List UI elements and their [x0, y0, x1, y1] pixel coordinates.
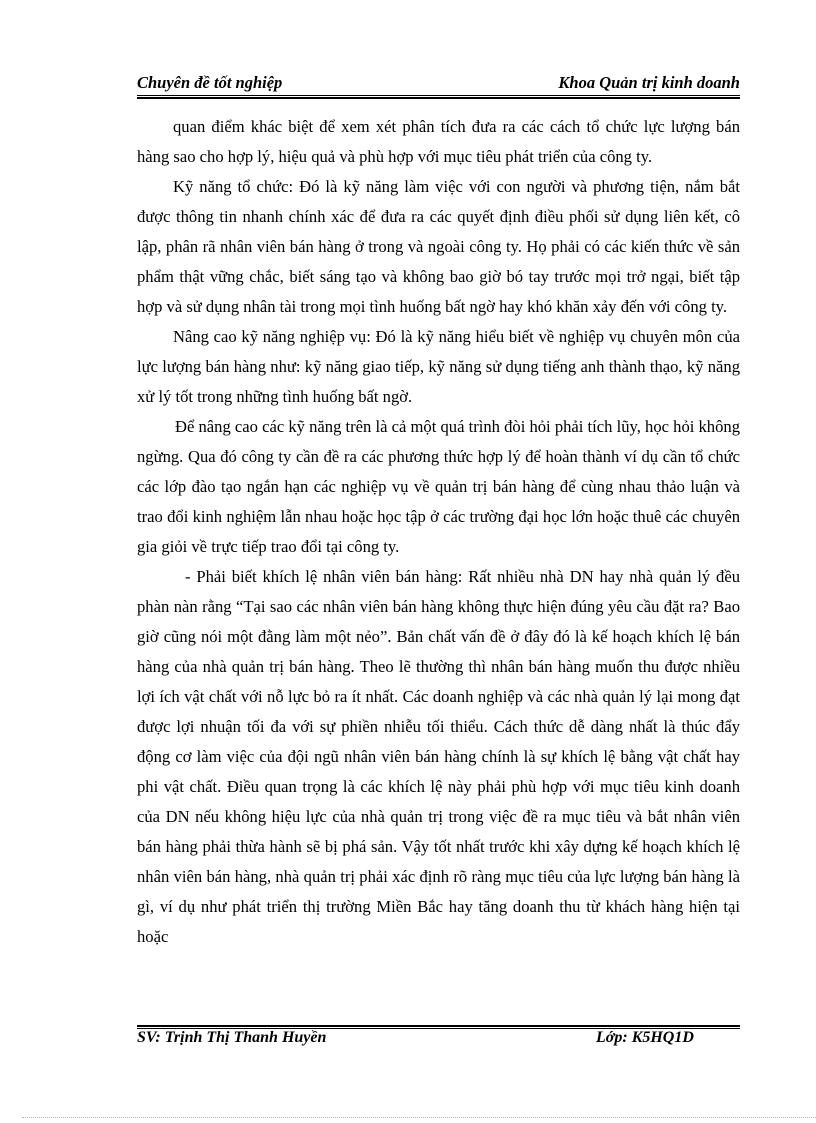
page-header: [137, 73, 740, 95]
page-edge: [22, 1117, 816, 1118]
paragraph: Để nâng cao các kỹ năng trên là cả một quá trình đòi hỏi phải tích lũy, học hỏi không ngừng. Qua đó công ty cần đề ra các phương thức hợp lý để hoàn thành ví dụ cần tổ chức các lớp đào tạo ngắn hạn các nghiệp vụ về quản trị bán hàng để cùng nhau thảo luận và trao đổi kinh nghiệm lẫn nhau hoặc học tập ở các trường đại học lớn hoặc thuê các chuyên gia giỏi về trực tiếp trao đổi tại công ty.: [137, 417, 740, 556]
footer-rule-thick: [137, 1025, 740, 1027]
header-title: Chuyên đề tốt nghiệp: [137, 73, 283, 92]
footer-class: Lớp: K5HQ1D: [596, 1029, 694, 1046]
paragraph: quan điểm khác biệt để xem xét phân tích đưa ra các cách tổ chức lực lượng bán hàng sao cho hợp lý, hiệu quả và phù hợp với mục tiêu phát triển của công ty.: [137, 117, 740, 166]
footer-student-name: SV: Trịnh Thị Thanh Huyền: [137, 1029, 327, 1046]
paragraph: Kỹ năng tổ chức: Đó là kỹ năng làm việc với con người và phương tiện, nắm bắt được thông tin nhanh chính xác để đưa ra các quyết định điều phối sử dụng liên kết, cô lập, phân rã nhân viên bán hàng ở trong và ngoài công ty. Họ phải có các kiến thức về sản phẩm thật vững chắc, biết sáng tạo và không bao giờ bó tay trước mọi trở ngại, biết tập hợp và sử dụng nhân tài trong mọi tình huống bất ngờ hay khó khăn xảy đến với công ty.: [137, 177, 740, 316]
page-footer: [137, 1029, 740, 1051]
document-body: [137, 112, 740, 952]
paragraph: - Phải biết khích lệ nhân viên bán hàng: Rất nhiều nhà DN hay nhà quản lý đều phàn nàn rằng “Tại sao các nhân viên bán hàng không thực hiện đúng yêu cầu đặt ra? Bao giờ cũng nói một đằng làm một nẻo”. Bản chất vấn đề ở đây đó là kế hoạch khích lệ bán hàng của nhà quản trị bán hàng. Theo lẽ thường thì nhân bán hàng muốn thu được nhiều lợi ích vật chất với nỗ lực bỏ ra ít nhất. Các doanh nghiệp và các nhà quản lý lại mong đạt được lợi nhuận tối đa với sự phiền nhiễu tối thiểu. Cách thức dễ dàng nhất là thúc đẩy động cơ làm việc của đội ngũ nhân viên bán hàng chính là sự khích lệ bằng vật chất hay phi vật chất. Điều quan trọng là các khích lệ này phải phù hợp với mục tiêu kinh doanh của DN nếu không hiệu lực của nhà quản trị trong việc đề ra mục tiêu và bắt nhân viên bán hàng phải thừa hành sẽ bị phá sản. Vậy tốt nhất trước khi xây dựng kế hoạch khích lệ nhân viên bán hàng, nhà quản trị phải xác định rõ ràng mục tiêu của lực lượng bán hàng là gì, ví dụ như phát triển thị trường Miền Bắc hay tăng doanh thu từ khách hàng hiện tại hoặc: [137, 567, 740, 946]
header-rule-thick: [137, 97, 740, 99]
paragraph: Nâng cao kỹ năng nghiệp vụ: Đó là kỹ năng hiểu biết về nghiệp vụ chuyên môn của lực lượng bán hàng như: kỹ năng giao tiếp, kỹ năng sử dụng tiếng anh thành thạo, kỹ năng xử lý tốt trong những tình huống bất ngờ.: [137, 327, 740, 406]
header-department: Khoa Quản trị kinh doanh: [558, 73, 740, 92]
header-rule-thin: [137, 95, 740, 96]
